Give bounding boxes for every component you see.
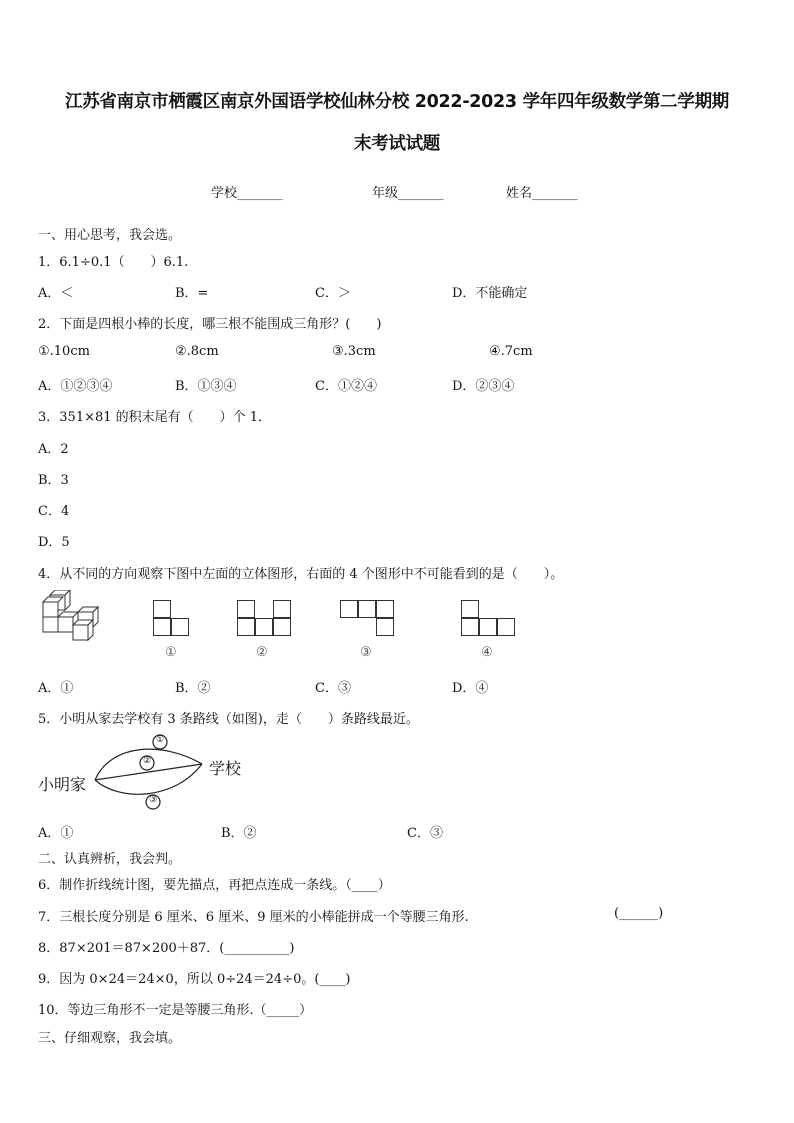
q2-stick-4: ④.7cm — [489, 344, 533, 359]
q9-statement: 9．因为 0×24＝24×0，所以 0÷24＝24÷0。(____) — [38, 972, 351, 987]
q4-solid-figure — [40, 590, 112, 648]
section-2-heading: 二、认真辨析，我会判。 — [38, 852, 182, 867]
q4-view-2 — [237, 600, 293, 640]
q4-view-2-label: ② — [256, 645, 268, 660]
q1-stem: 1．6.1÷0.1（ ）6.1. — [38, 255, 189, 270]
q8-statement: 8．87×201＝87×200＋87．(__________) — [38, 941, 295, 956]
q2-option-d: D．②③④ — [452, 379, 515, 394]
q4-stem: 4．从不同的方向观察下图中左面的立体图形，右面的 4 个图形中不可能看到的是（ ）。 — [38, 567, 564, 582]
section-3-heading: 三、仔细观察，我会填。 — [38, 1031, 182, 1046]
q3-option-b: B．3 — [38, 473, 69, 488]
q5-home-label: 小明家 — [38, 775, 87, 794]
q5-route-1-label: ① — [156, 735, 165, 745]
q5-stem: 5．小明从家去学校有 3 条路线（如图)，走（ ）条路线最近。 — [38, 712, 419, 727]
q5-option-c: C．③ — [407, 826, 443, 841]
q3-option-a: A．2 — [38, 442, 69, 457]
q4-view-1 — [153, 600, 209, 640]
q7-statement: 7．三根长度分别是 6 厘米、6 厘米、9 厘米的小棒能拼成一个等腰三角形. — [38, 910, 469, 925]
page-title-line-2: 末考试试题 — [354, 134, 440, 154]
q1-option-d: D．不能确定 — [452, 286, 528, 301]
name-field: 姓名_______ — [506, 186, 578, 201]
q2-option-a: A．①②③④ — [38, 379, 113, 394]
page-title-line-1: 江苏省南京市栖霞区南京外国语学校仙林分校 2022-2023 学年四年级数学第二学期期 — [65, 92, 729, 112]
q4-view-3 — [340, 600, 396, 640]
q4-option-d: D．④ — [452, 681, 489, 696]
q1-option-c: C．＞ — [315, 286, 351, 301]
q5-route-3-label: ③ — [149, 795, 158, 805]
q1-option-b: B．= — [175, 286, 209, 301]
q5-school-label: 学校 — [209, 759, 242, 778]
q2-stem: 2．下面是四根小棒的长度，哪三根不能围成三角形？( ) — [38, 317, 382, 332]
q7-answer-blank: (______) — [614, 906, 664, 921]
q2-option-b: B．①③④ — [175, 379, 237, 394]
school-field: 学校_______ — [211, 186, 283, 201]
q3-stem: 3．351×81 的积末尾有（ ）个 1． — [38, 410, 272, 425]
q4-option-c: C．③ — [315, 681, 351, 696]
q5-option-a: A．① — [38, 826, 74, 841]
q4-view-4 — [461, 600, 521, 640]
q2-stick-2: ②.8cm — [175, 344, 219, 359]
q2-option-c: C．①②④ — [315, 379, 377, 394]
q1-option-a: A．＜ — [38, 286, 74, 301]
q4-option-a: A．① — [38, 681, 74, 696]
q6-statement: 6．制作折线统计图，要先描点，再把点连成一条线。（____） — [38, 878, 391, 893]
q5-option-b: B．② — [221, 826, 257, 841]
q3-option-c: C．4 — [38, 504, 70, 519]
q4-view-3-label: ③ — [360, 645, 372, 660]
q3-option-d: D．5 — [38, 535, 70, 550]
q10-statement: 10．等边三角形不一定是等腰三角形.（_____） — [38, 1003, 313, 1018]
q2-stick-1: ①.10cm — [38, 344, 90, 359]
section-1-heading: 一、用心思考，我会选。 — [38, 228, 182, 243]
q5-route-2-label: ② — [143, 756, 152, 766]
q4-view-1-label: ① — [165, 645, 177, 660]
q4-view-4-label: ④ — [481, 645, 493, 660]
q4-option-b: B．② — [175, 681, 211, 696]
grade-field: 年级_______ — [372, 186, 444, 201]
q2-stick-3: ③.3cm — [332, 344, 376, 359]
